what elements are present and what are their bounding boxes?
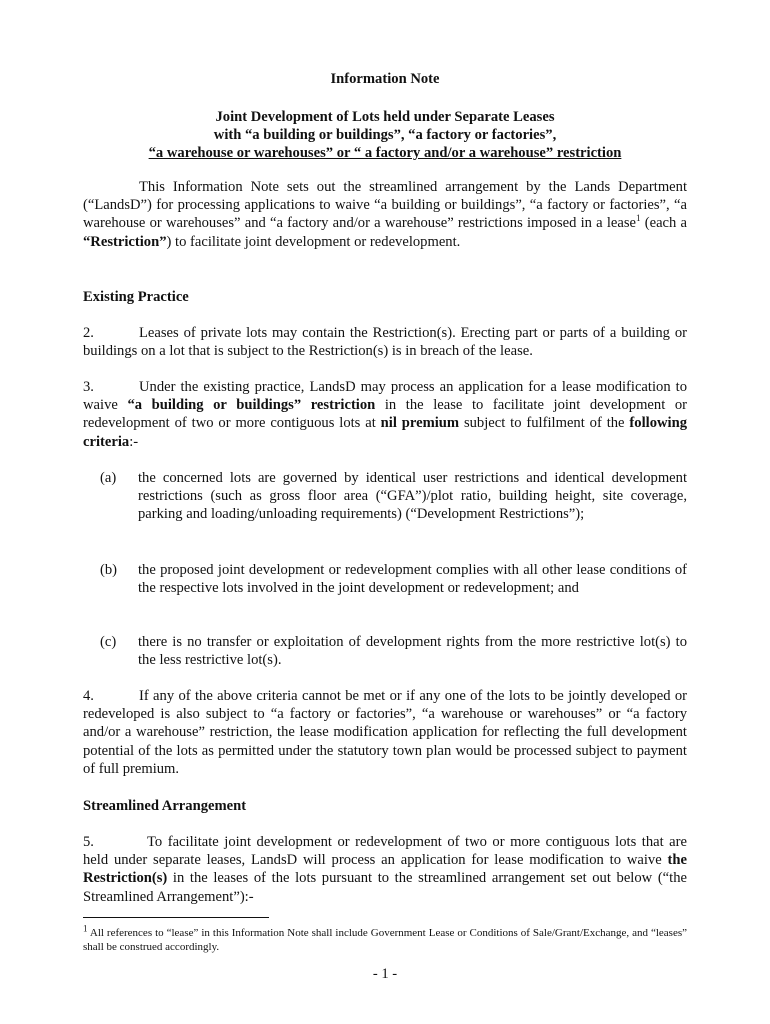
page-number: - 1 - xyxy=(372,966,398,982)
criterion-a-label: (a) xyxy=(100,470,117,486)
paragraph-4-number: 4. xyxy=(83,688,94,704)
paragraph-5-bold: the Restriction(s) xyxy=(83,852,687,887)
paragraph-2-text: Leases of private lots may contain the Restriction(s). Erecting part or parts of a building or buildings on a lot that is subject to the Restriction(s) is in breach of the lease. xyxy=(83,325,687,360)
paragraph-3-text-3: subject to fulfilment of the xyxy=(459,415,630,432)
paragraph-3 xyxy=(83,378,687,451)
footnote xyxy=(83,923,687,955)
footnote-ref: 1 xyxy=(636,213,641,224)
criterion-a-text: the concerned lots are governed by identical user restrictions and identical development restrictions (such as gross floor area (“GFA”)/plot ratio, building height, site coverage, parking and loading/unloading requirements) (“Development Restrictions”); xyxy=(138,470,687,523)
criterion-c-label: (c) xyxy=(100,634,117,650)
subtitle-line-2: with “a building or buildings”, “a factory or factories”, xyxy=(213,127,557,144)
intro-text-c: ) to facilitate joint development or redevelopment. xyxy=(166,233,461,250)
section-heading-existing-practice: Existing Practice xyxy=(83,289,189,305)
footnote-number: 1 xyxy=(83,923,88,934)
paragraph-4-text: If any of the above criteria cannot be met or if any one of the lots to be jointly developed or redeveloped is also subject to “a factory or factories”, “a warehouse or warehouses” or “a factory and/or a warehouse” restriction, the lease modification application for reflecting the full development potential of the lots as permitted under the statutory town plan would be processed subject to payment of full premium. xyxy=(83,688,687,777)
footnote-separator xyxy=(83,917,269,918)
intro-bold: “Restriction” xyxy=(83,233,167,250)
paragraph-4 xyxy=(83,687,687,778)
criterion-b-label: (b) xyxy=(100,562,118,578)
paragraph-3-text-1: Under the existing practice, LandsD may process an application for a lease modification to waive xyxy=(83,379,687,414)
paragraph-3-text-4: :- xyxy=(129,433,139,450)
paragraph-3-number: 3. xyxy=(83,379,94,395)
subtitle-line-3: “a warehouse or warehouses” or “ a factory and/or a warehouse” restriction xyxy=(148,145,622,162)
paragraph-3-bold-3: following criteria xyxy=(83,415,687,450)
subtitle xyxy=(83,108,687,163)
paragraph-5-text-2: in the leases of the lots pursuant to the streamlined arrangement set out below (“the Streamlined Arrangement”):- xyxy=(83,870,687,905)
footnote-text: All references to “lease” in this Information Note shall include Government Lease or Conditions of Sale/Grant/Exchange, and “leases” shall be construed accordingly. xyxy=(83,927,687,954)
paragraph-3-text-2: in the lease to facilitate joint development or redevelopment of two or more contiguous lots at xyxy=(83,397,687,432)
paragraph-2-number: 2. xyxy=(83,325,94,341)
paragraph-5-number: 5. xyxy=(83,834,94,850)
paragraph-5 xyxy=(83,833,687,906)
paragraph-3-bold-2: nil premium xyxy=(380,415,460,432)
paragraph-5-text-1: To facilitate joint development or redevelopment of two or more contiguous lots that are held under separate leases, LandsD will process an application for lease modification to waive xyxy=(83,834,687,869)
intro-text-b: (each a xyxy=(640,215,688,232)
paragraph-2 xyxy=(83,324,687,360)
document-title: Information Note xyxy=(330,71,440,87)
criterion-c-text: there is no transfer or exploitation of development rights from the more restrictive lot(s) to the less restrictive lot(s). xyxy=(138,634,687,669)
subtitle-line-1: Joint Development of Lots held under Separate Leases xyxy=(215,109,555,125)
intro-text-a: This Information Note sets out the streamlined arrangement by the Lands Department (“LandsD”) for processing applications to waive “a building or buildings”, “a factory or factories”, “a warehouse or warehouses” and “a factory and/or a warehouse” restrictions imposed in a lease xyxy=(83,179,687,232)
criterion-b-text: the proposed joint development or redevelopment complies with all other lease conditions of the respective lots involved in the joint development or redevelopment; and xyxy=(138,562,687,597)
paragraph-3-bold-1: “a building or buildings” restriction xyxy=(127,397,376,414)
section-heading-streamlined-arrangement: Streamlined Arrangement xyxy=(83,798,247,814)
intro-paragraph xyxy=(83,178,687,251)
